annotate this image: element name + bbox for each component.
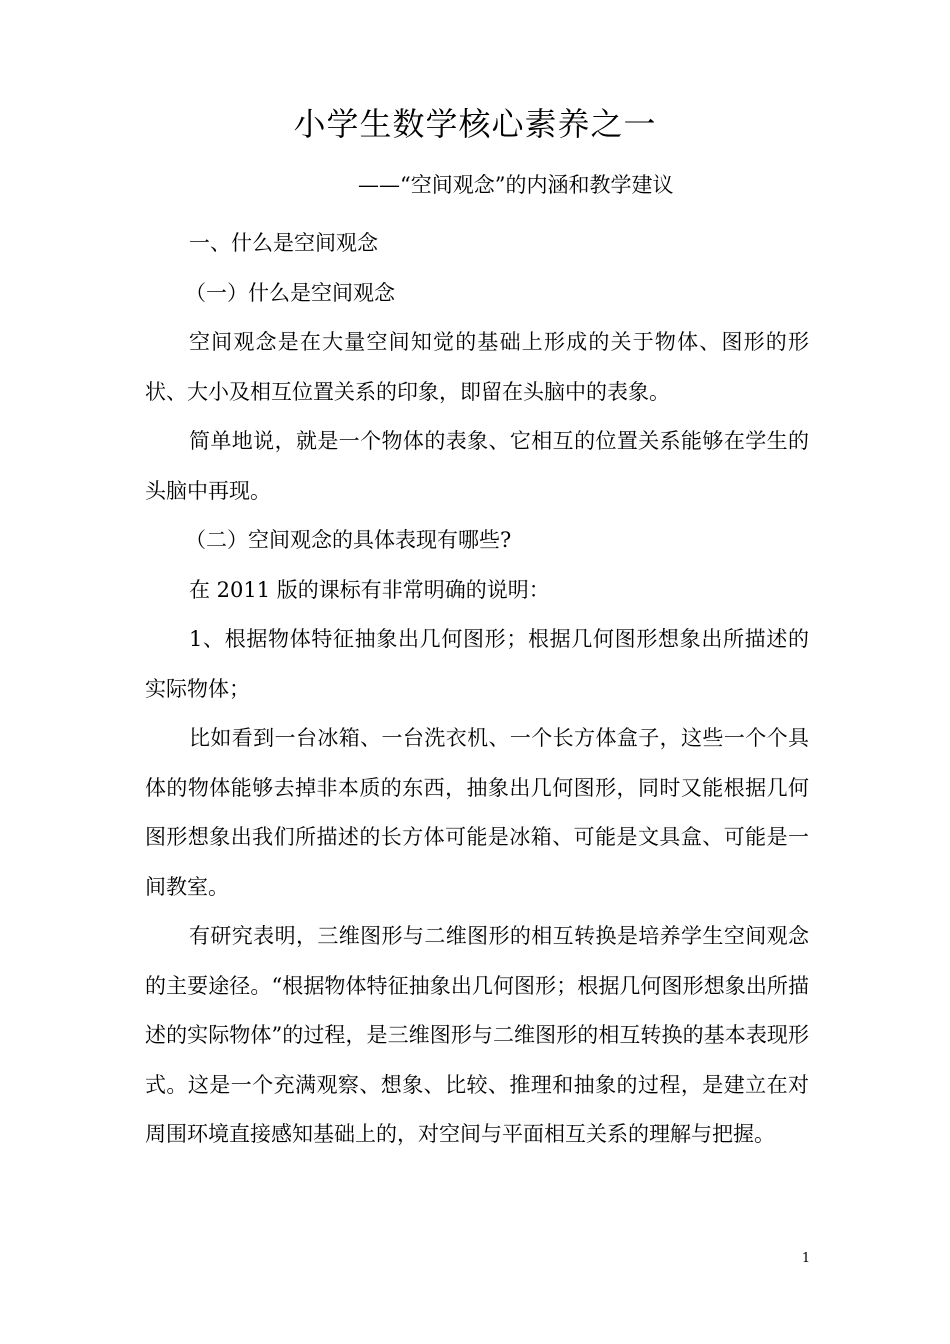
subheading-manifestations: （二）空间观念的具体表现有哪些? — [185, 528, 512, 552]
document-body — [145, 219, 809, 1160]
paragraph: 在 2011 版的课标有非常明确的说明： — [189, 577, 550, 602]
subheading-what-is: （一）什么是空间观念 — [185, 280, 395, 305]
paragraph: 1、根据物体特征抽象出几何图形；根据几何图形想象出所描述的实际物体； — [145, 627, 809, 701]
section-heading: 一、什么是空间观念 — [189, 231, 378, 255]
document-subtitle: ——“空间观念”的内涵和教学建议 — [358, 173, 674, 197]
paragraph: 空间观念是在大量空间知觉的基础上形成的关于物体、图形的形状、大小及相互位置关系的印象，即留在头脑中的表象。 — [145, 330, 809, 404]
paragraph: 有研究表明，三维图形与二维图形的相互转换是培养学生空间观念的主要途径。“根据物体特征抽象出几何图形；根据几何图形想象出所描述的实际物体”的过程，是三维图形与二维图形的相互转换的基本表现形式。这是一个充满观察、想象、比较、推理和抽象的过程，是建立在对周围环境直接感知基础上的，对空间与平面相互关系的理解与把握。 — [145, 924, 809, 1146]
page-number: 1 — [801, 1251, 811, 1266]
paragraph: 比如看到一台冰箱、一台洗衣机、一个长方体盒子，这些一个个具体的物体能够去掉非本质的东西，抽象出几何图形，同时又能根据几何图形想象出我们所描述的长方体可能是冰箱、可能是文具盒、可能是一间教室。 — [145, 726, 809, 899]
document-title: 小学生数学核心素养之一 — [293, 105, 657, 143]
paragraph: 简单地说，就是一个物体的表象、它相互的位置关系能够在学生的头脑中再现。 — [145, 429, 809, 503]
